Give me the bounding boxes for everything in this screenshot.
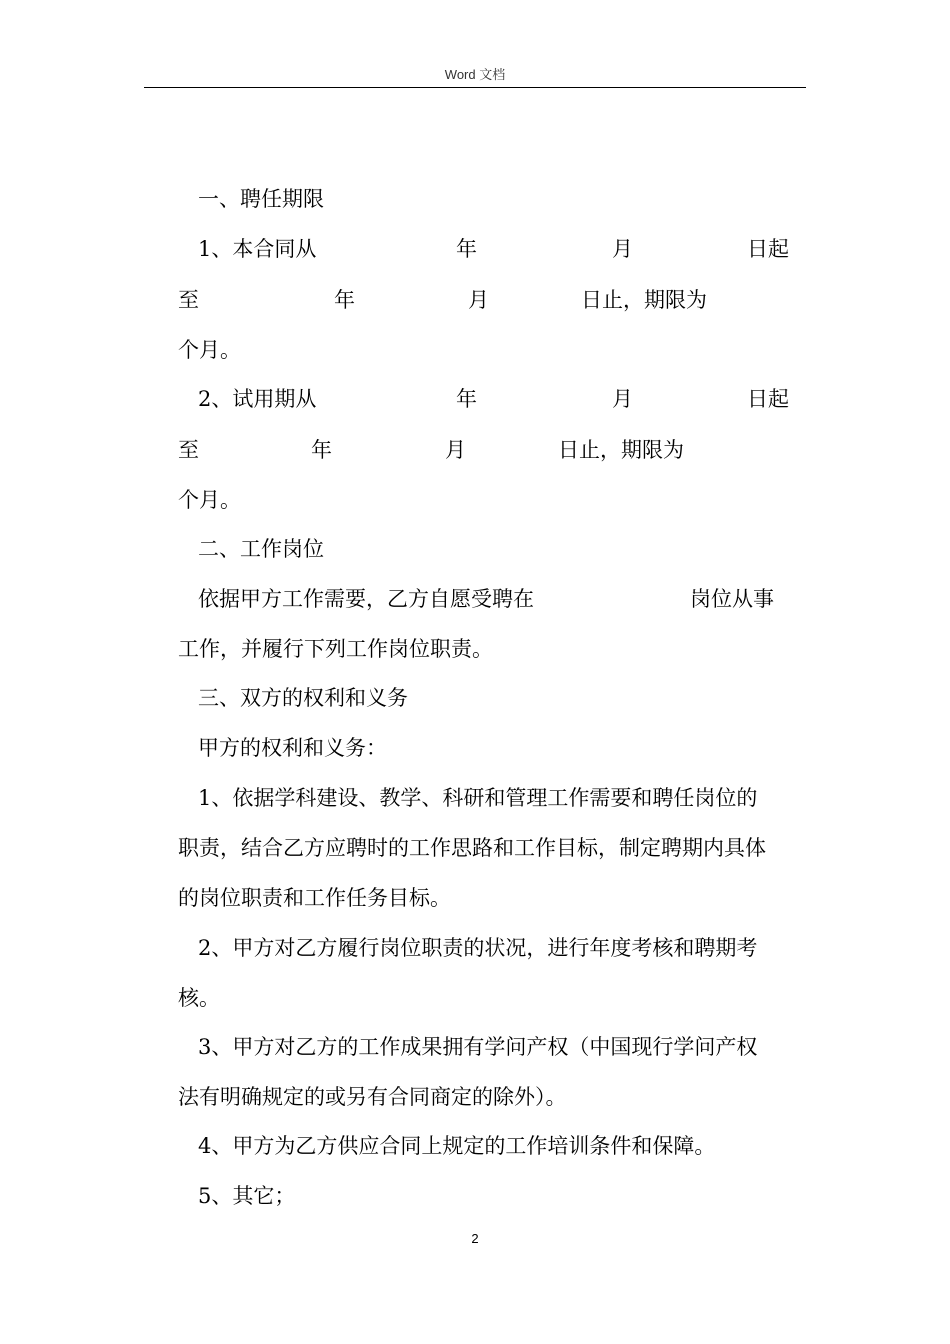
probation-period-month: 月 [612,387,633,411]
item-1-line-1: 1、依据学科建设、教学、科研和管理工作需要和聘任岗位的 [198,786,758,810]
probation-period-lead: 2、试用期从 [198,387,317,411]
probation-period-line-2 [178,435,798,465]
probation-period-line-3: 个月。 [178,488,241,512]
contract-period-year: 年 [456,237,477,261]
item-4-line-1: 4、甲方为乙方供应合同上规定的工作培训条件和保障。 [198,1134,716,1158]
header-divider [144,87,806,88]
probation-period-to: 至 [178,438,199,462]
probation-period-to-month: 月 [445,438,466,462]
contract-period-lead: 1、本合同从 [198,237,317,261]
party-a-heading: 甲方的权利和义务： [198,736,387,760]
probation-period-to-year: 年 [311,438,332,462]
probation-period-day-to: 日止，期限为 [558,438,684,462]
item-2-line-1: 2、甲方对乙方履行岗位职责的状况，进行年度考核和聘期考 [198,936,758,960]
contract-period-to-year: 年 [334,288,355,312]
section-heading-rights: 三、双方的权利和义务 [198,686,408,710]
section-heading-term: 一、聘任期限 [198,187,324,211]
post-text-line-2: 工作，并履行下列工作岗位职责。 [178,637,493,661]
probation-period-line-1 [198,384,798,414]
page-number: 2 [471,1231,479,1246]
item-3-line-1: 3、甲方对乙方的工作成果拥有学问产权（中国现行学问产权 [198,1035,758,1059]
item-2-line-2: 核。 [178,986,220,1010]
item-3-line-2: 法有明确规定的或另有合同商定的除外）。 [178,1085,567,1109]
probation-period-year: 年 [456,387,477,411]
section-heading-post: 二、工作岗位 [198,537,324,561]
post-text-line-1-b: 岗位从事 [690,587,774,611]
item-1-line-3: 的岗位职责和工作任务目标。 [178,886,451,910]
probation-period-day-from: 日起 [747,387,789,411]
item-5-line-1: 5、其它； [198,1184,296,1208]
item-1-line-2: 职责，结合乙方应聘时的工作思路和工作目标，制定聘期内具体 [178,836,766,860]
contract-period-day-to: 日止，期限为 [581,288,707,312]
post-text-line-1-a: 依据甲方工作需要，乙方自愿受聘在 [198,587,534,611]
contract-period-line-3: 个月。 [178,338,241,362]
post-text-line-1 [198,584,798,614]
contract-period-line-1 [198,234,798,264]
contract-period-to: 至 [178,288,199,312]
contract-period-month: 月 [612,237,633,261]
contract-period-day-from: 日起 [747,237,789,261]
contract-period-to-month: 月 [468,288,489,312]
page-header: Word 文档 [444,67,506,82]
contract-period-line-2 [178,285,798,315]
